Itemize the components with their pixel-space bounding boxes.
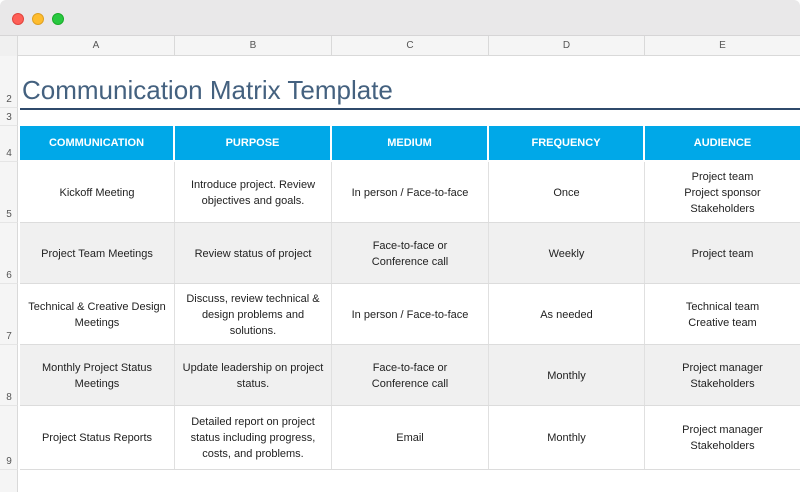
- sheet-title[interactable]: Communication Matrix Template: [22, 75, 393, 105]
- cell-text: Monthly: [547, 369, 586, 382]
- cell-communication[interactable]: [20, 162, 175, 223]
- row-header-3[interactable]: [0, 108, 18, 126]
- row-number: 6: [6, 270, 12, 281]
- cell-text: Face-to-face or Conference call: [371, 361, 449, 390]
- cell-audience[interactable]: [645, 162, 800, 223]
- header-purpose[interactable]: PURPOSE: [175, 126, 332, 160]
- row-header-8[interactable]: [0, 345, 18, 406]
- cell-communication[interactable]: [20, 345, 175, 406]
- column-header-c[interactable]: C: [332, 36, 489, 56]
- cell-medium[interactable]: [332, 162, 489, 223]
- row-header-5[interactable]: [0, 162, 18, 223]
- minimize-window-icon[interactable]: [32, 13, 44, 25]
- cell-purpose[interactable]: [175, 284, 332, 345]
- close-window-icon[interactable]: [12, 13, 24, 25]
- cell-audience[interactable]: [645, 406, 800, 470]
- cell-medium[interactable]: [332, 223, 489, 284]
- cell-text: Once: [553, 186, 580, 199]
- cell-frequency[interactable]: [489, 345, 645, 406]
- cell-text: In person / Face-to-face: [351, 308, 469, 321]
- cell-text: Kickoff Meeting: [59, 186, 135, 199]
- cell-medium[interactable]: [332, 284, 489, 345]
- cell-text: Technical & Creative Design Meetings: [28, 300, 166, 329]
- cell-text: Project manager Stakeholders: [682, 424, 763, 452]
- cell-frequency[interactable]: [489, 284, 645, 345]
- row-header-6[interactable]: [0, 223, 18, 284]
- cell-text: Introduce project. Review objectives and goals.: [190, 178, 316, 207]
- cell-text: Project team: [691, 247, 754, 260]
- cell-text: Discuss, review technical & design problems and solutions.: [186, 292, 320, 337]
- cell-medium[interactable]: [332, 345, 489, 406]
- cell-text: Project Status Reports: [41, 432, 153, 444]
- cell-frequency[interactable]: [489, 223, 645, 284]
- row-header-7[interactable]: [0, 284, 18, 345]
- row-header-blank: [0, 470, 18, 492]
- header-frequency[interactable]: FREQUENCY: [489, 126, 645, 160]
- row-number: 3: [6, 112, 12, 123]
- row-number: 2: [6, 94, 12, 105]
- row-divider: [20, 469, 800, 470]
- spreadsheet-grid: [0, 36, 800, 492]
- cell-frequency[interactable]: [489, 162, 645, 223]
- cell-text: Monthly Project Status Meetings: [41, 361, 153, 390]
- header-medium[interactable]: MEDIUM: [332, 126, 489, 160]
- title-underline: [20, 108, 800, 110]
- cell-purpose[interactable]: [175, 345, 332, 406]
- cell-communication[interactable]: [20, 406, 175, 470]
- cell-text: Face-to-face or Conference call: [371, 239, 449, 268]
- row-number: 7: [6, 331, 12, 342]
- cell-medium[interactable]: [332, 406, 489, 470]
- cell-purpose[interactable]: [175, 162, 332, 223]
- cell-text: Monthly: [547, 432, 586, 444]
- cell-text: Project Team Meetings: [41, 247, 153, 260]
- maximize-window-icon[interactable]: [52, 13, 64, 25]
- cell-text: Technical team Creative team: [685, 300, 760, 329]
- column-header-a[interactable]: A: [18, 36, 175, 56]
- title-bar: [0, 0, 800, 36]
- column-header-row: [0, 36, 800, 56]
- cell-text: Update leadership on project status.: [182, 361, 324, 390]
- row-number: 9: [6, 456, 12, 467]
- cell-text: Project manager Stakeholders: [682, 361, 763, 390]
- cell-purpose[interactable]: [175, 406, 332, 470]
- cell-audience[interactable]: [645, 223, 800, 284]
- row-number: 5: [6, 209, 12, 220]
- cell-text: In person / Face-to-face: [351, 186, 469, 199]
- cell-purpose[interactable]: [175, 223, 332, 284]
- column-header-d[interactable]: D: [489, 36, 645, 56]
- header-communication[interactable]: COMMUNICATION: [20, 126, 175, 160]
- cell-communication[interactable]: [20, 284, 175, 345]
- cell-communication[interactable]: [20, 223, 175, 284]
- cell-text: Weekly: [548, 247, 585, 260]
- cell-audience[interactable]: [645, 345, 800, 406]
- row-number: 4: [6, 148, 12, 159]
- cell-text: Detailed report on project status including progress, costs, and problems.: [190, 416, 316, 460]
- select-all-corner[interactable]: [0, 36, 18, 56]
- cell-text: Project team Project sponsor Stakeholders: [684, 170, 761, 215]
- column-header-e[interactable]: E: [719, 40, 726, 51]
- row-header-4[interactable]: [0, 126, 18, 162]
- column-header-b[interactable]: B: [175, 36, 332, 56]
- cell-text: Email: [396, 432, 424, 444]
- row-header-9[interactable]: [0, 406, 18, 470]
- header-audience[interactable]: AUDIENCE: [645, 126, 800, 160]
- cell-audience[interactable]: [645, 284, 800, 345]
- row-header-2[interactable]: [0, 56, 18, 108]
- cell-text: Review status of project: [194, 247, 312, 260]
- row-number: 8: [6, 392, 12, 403]
- cell-frequency[interactable]: [489, 406, 645, 470]
- cell-text: As needed: [540, 308, 593, 321]
